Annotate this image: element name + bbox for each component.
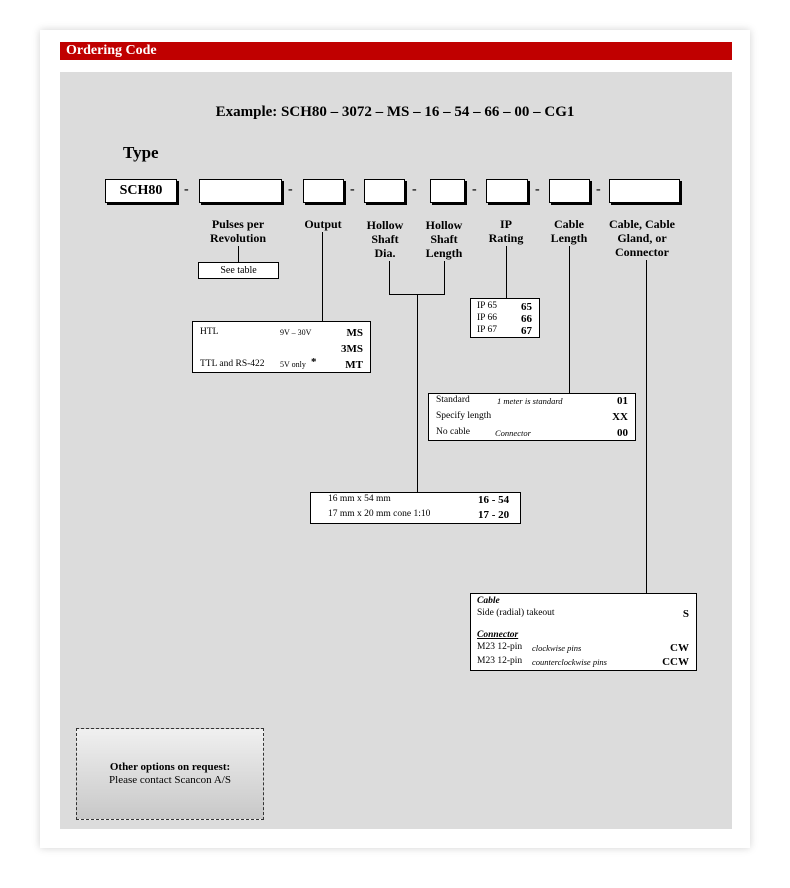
shaft-name: 16 mm x 54 mm [328,494,391,504]
separator: - [596,182,601,197]
separator: - [350,182,355,197]
output-name: HTL [200,327,219,337]
cable-length-code: 01 [617,395,628,407]
ip-code: 65 [521,301,532,313]
separator: - [472,182,477,197]
line-shaft-len [444,261,445,294]
connector-name: M23 12-pin [477,642,523,652]
label-ip-rating: IP Rating [488,217,524,245]
cable-heading: Cable [477,596,500,606]
shaft-table [310,492,521,524]
ip-code: 67 [521,325,532,337]
shaft-code: 16 - 54 [478,494,510,506]
ip-row [471,325,539,339]
output-code: MS [346,327,363,339]
label-cable: Cable, Cable Gland, or Connector [609,217,675,259]
cable-length-code: 00 [617,427,628,439]
code-box-shaft-dia [364,179,405,203]
label-shaft-length: Hollow Shaft Length [425,218,463,260]
cable-length-name: No cable [436,427,471,437]
cable-length-code: XX [612,411,628,423]
code-box-shaft-len [430,179,465,203]
shaft-row [311,494,520,508]
separator: - [184,182,189,197]
output-voltage: 9V – 30V [280,328,312,337]
shaft-row [311,509,520,523]
line-output [322,232,323,321]
connector-code: CW [670,642,689,654]
line-cable [646,260,647,594]
output-row [193,343,370,357]
separator: - [412,182,417,197]
see-table-box [198,262,279,279]
line-ip [506,246,507,298]
cable-length-name: Specify length [436,411,492,421]
ip-name: IP 67 [477,325,497,335]
cable-length-row [429,395,635,409]
connector-code: CCW [662,656,689,668]
cable-code: S [682,608,689,620]
ip-name: IP 66 [477,313,497,323]
connector-note: clockwise pins [532,643,582,653]
line-pulses [238,246,239,262]
other-options-text: Please contact Scancon A/S [109,774,231,786]
cable-length-name: Standard [436,395,470,405]
line-shaft-down [417,294,418,492]
code-box-output [303,179,344,203]
output-name: TTL and RS-422 [200,359,265,369]
ip-name: IP 65 [477,301,497,311]
see-table-text: See table [220,265,257,276]
cable-name: Side (radial) takeout [477,608,555,618]
code-box-cable [609,179,680,203]
code-box-ip [486,179,528,203]
separator: - [288,182,293,197]
code-box-pulses [199,179,282,203]
ip-code: 66 [521,313,532,325]
cable-length-row [429,411,635,425]
ip-table [470,298,540,338]
type-title: Type [123,143,159,162]
cable-length-note: Connector [495,428,531,438]
connector-name: M23 12-pin [477,656,523,666]
other-options-title: Other options on request: [109,761,231,773]
output-row [193,327,370,341]
label-cable-length: Cable Length [550,217,588,245]
type-code: SCH80 [119,183,163,198]
connector-table [470,593,697,671]
code-box-cable-len [549,179,590,203]
other-options-box [76,728,264,820]
connector-heading: Connector [477,630,519,640]
example-code: Example: SCH80 – 3072 – MS – 16 – 54 – 66 – 00 – CG1 [215,104,575,120]
connector-row [471,656,696,670]
cable-length-note: 1 meter is standard [497,396,563,406]
separator: - [535,182,540,197]
section-header: Ordering Code [60,42,732,60]
label-shaft-dia: Hollow Shaft Dia. [366,218,404,260]
output-code: MT [345,359,363,371]
output-row [193,356,370,373]
label-pulses: Pulses per Revolution [209,217,266,245]
line-cable-length [569,246,570,393]
code-box-type [105,179,177,203]
label-output: Output [304,217,342,231]
output-voltage: 5V only [280,360,306,369]
shaft-name: 17 mm x 20 mm cone 1:10 [328,509,431,519]
cable-length-table [428,393,636,441]
shaft-code: 17 - 20 [478,509,510,521]
cable-row [471,608,696,622]
connector-row [471,642,696,656]
line-shaft-dia [389,261,390,294]
connector-note: counterclockwise pins [532,657,607,667]
cable-length-row [429,427,635,441]
output-code: 3MS [341,343,363,355]
output-table [192,321,371,373]
asterisk-mark: * [311,356,317,368]
